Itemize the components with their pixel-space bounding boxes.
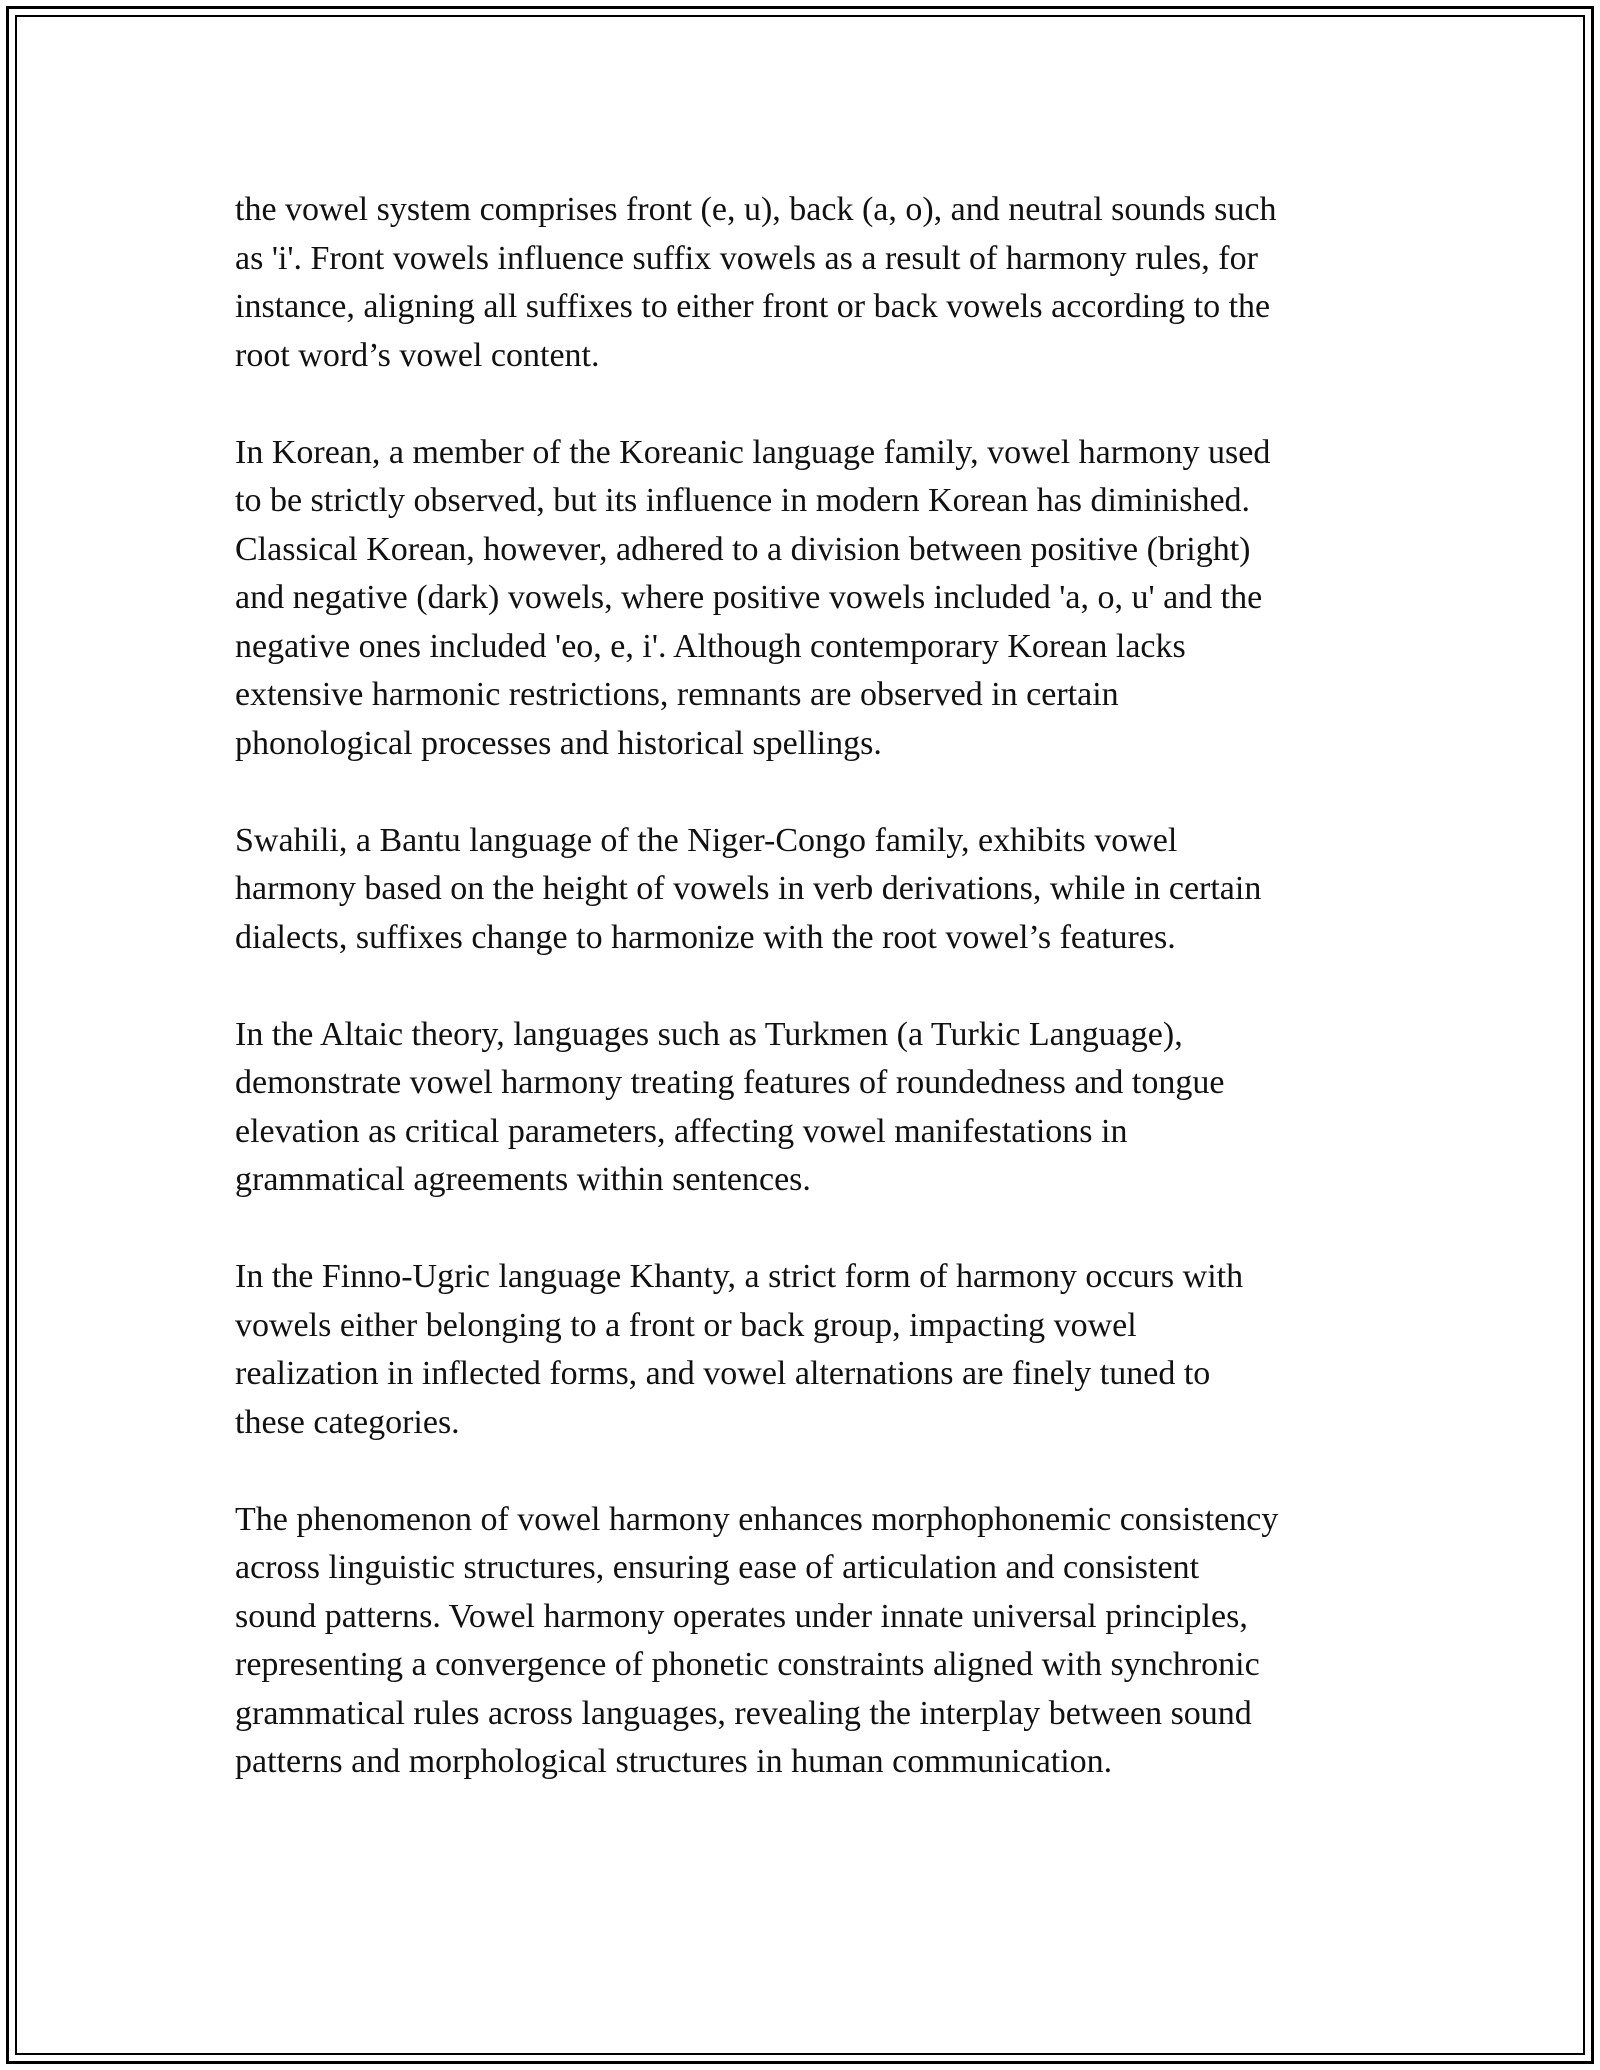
paragraph-khanty <box>235 1253 1375 1447</box>
text-line: and negative (dark) vowels, where positive vowels included 'a, o, u' and the <box>235 579 1263 616</box>
text-line: In the Finno-Ugric language Khanty, a strict form of harmony occurs with <box>235 1258 1244 1295</box>
paragraph-korean <box>235 429 1375 769</box>
text-line: patterns and morphological structures in human communication. <box>235 1743 1113 1780</box>
text-line: The phenomenon of vowel harmony enhances morphophonemic consistency <box>235 1500 1279 1538</box>
text-line: as 'i'. Front vowels influence suffix vowels as a result of harmony rules, for <box>235 239 1258 277</box>
text-line: dialects, suffixes change to harmonize with the root vowel’s features. <box>235 918 1176 956</box>
paragraph-conclusion <box>235 1496 1375 1787</box>
text-line: root word’s vowel content. <box>235 336 600 374</box>
text-line: In the Altaic theory, languages such as Turkmen (a Turkic Language), <box>235 1015 1183 1053</box>
text-line: extensive harmonic restrictions, remnants are observed in certain <box>235 676 1119 713</box>
text-line: the vowel system comprises front (e, u), back (a, o), and neutral sounds such <box>235 191 1277 228</box>
text-line: negative ones included 'eo, e, i'. Although contemporary Korean lacks <box>235 627 1186 665</box>
text-line: realization in inflected forms, and vowel alternations are finely tuned to <box>235 1355 1211 1392</box>
text-line: elevation as critical parameters, affecting vowel manifestations in <box>235 1112 1128 1150</box>
text-line: demonstrate vowel harmony treating features of roundedness and tongue <box>235 1064 1225 1101</box>
document-body <box>235 186 1375 1787</box>
text-line: across linguistic structures, ensuring ease of articulation and consistent <box>235 1549 1200 1586</box>
text-line: instance, aligning all suffixes to either front or back vowels according to the <box>235 288 1271 325</box>
text-line: to be strictly observed, but its influence in modern Korean has diminished. <box>235 482 1251 519</box>
paragraph-altaic <box>235 1011 1375 1205</box>
text-line: In Korean, a member of the Koreanic language family, vowel harmony used <box>235 433 1271 471</box>
text-line: these categories. <box>235 1403 460 1441</box>
text-line: harmony based on the height of vowels in verb derivations, while in certain <box>235 870 1262 907</box>
paragraph-vowel-system <box>235 186 1375 380</box>
text-line: Swahili, a Bantu language of the Niger-Congo family, exhibits vowel <box>235 821 1178 859</box>
text-line: representing a convergence of phonetic constraints aligned with synchronic <box>235 1646 1260 1683</box>
text-line: grammatical rules across languages, revealing the interplay between sound <box>235 1694 1252 1732</box>
paragraph-swahili <box>235 817 1375 963</box>
text-line: vowels either belonging to a front or back group, impacting vowel <box>235 1306 1137 1344</box>
text-line: phonological processes and historical spellings. <box>235 724 882 762</box>
text-line: sound patterns. Vowel harmony operates under innate universal principles, <box>235 1597 1248 1635</box>
text-line: Classical Korean, however, adhered to a division between positive (bright) <box>235 530 1251 568</box>
text-line: grammatical agreements within sentences. <box>235 1161 811 1198</box>
